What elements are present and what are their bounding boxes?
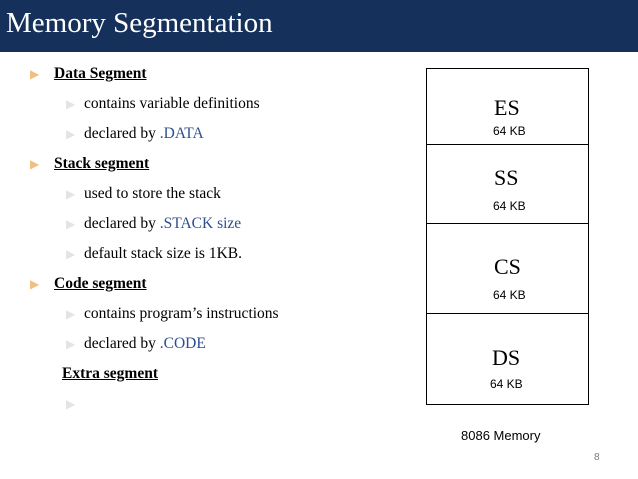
- stack-segment-heading: Stack segment: [54, 155, 150, 172]
- bullet-code-segment-instructions: [66, 304, 279, 324]
- bullet-extra-segment: [62, 364, 158, 384]
- keyword-stack: .STACK size: [159, 215, 242, 232]
- bullet-text: contains program’s instructions: [84, 305, 279, 322]
- segment-size: 64 KB: [493, 199, 526, 213]
- triangle-right-icon: ▶: [30, 277, 40, 291]
- bullet-text: default stack size is 1KB.: [84, 245, 242, 262]
- keyword-data: .DATA: [159, 125, 204, 142]
- segment-size: 64 KB: [493, 124, 526, 138]
- bullet-text: declared by: [84, 125, 160, 142]
- bullet-code-segment: [30, 274, 147, 294]
- memory-caption: 8086 Memory: [461, 428, 541, 443]
- triangle-right-icon: ▶: [30, 157, 40, 171]
- segment-name: ES: [494, 95, 520, 120]
- bullet-stack-segment-default: [66, 244, 242, 264]
- slide-title: Memory Segmentation: [6, 7, 273, 39]
- bullet-text: used to store the stack: [84, 185, 221, 202]
- triangle-right-icon: ▶: [66, 97, 76, 111]
- segment-name: SS: [494, 165, 519, 190]
- page-number: 8: [594, 452, 600, 463]
- bullet-data-segment-definitions: [66, 94, 260, 114]
- segment-name: DS: [492, 345, 521, 370]
- triangle-right-icon: ▶: [66, 397, 76, 411]
- bullet-text: declared by: [84, 335, 160, 352]
- triangle-right-icon: ▶: [66, 247, 76, 261]
- bullet-code-segment-declared: [66, 334, 206, 354]
- bullet-stack-segment: [30, 154, 150, 174]
- triangle-right-icon: ▶: [66, 337, 76, 351]
- bullet-data-segment: [30, 64, 147, 84]
- extra-segment-heading: Extra segment: [62, 365, 158, 382]
- bullet-stack-segment-store: [66, 184, 221, 204]
- data-segment-heading: Data Segment: [54, 65, 147, 82]
- bullet-stack-segment-declared: [66, 214, 242, 234]
- code-segment-heading: Code segment: [54, 275, 147, 292]
- bullet-data-segment-declared: [66, 124, 204, 144]
- memory-segment-cs: [426, 223, 589, 313]
- triangle-right-icon: ▶: [30, 67, 40, 81]
- bullet-text: contains variable definitions: [84, 95, 260, 112]
- triangle-right-icon: ▶: [66, 187, 76, 201]
- bullet-text: declared by: [84, 215, 160, 232]
- triangle-right-icon: ▶: [66, 307, 76, 321]
- triangle-right-icon: ▶: [66, 127, 76, 141]
- segment-size: 64 KB: [493, 288, 526, 302]
- memory-segment-es: [426, 68, 589, 144]
- segment-name: CS: [494, 254, 521, 279]
- triangle-right-icon: ▶: [66, 217, 76, 231]
- memory-segment-ss: [426, 144, 589, 223]
- keyword-code: .CODE: [159, 335, 206, 352]
- segment-size: 64 KB: [490, 377, 523, 391]
- title-bar: [0, 0, 638, 52]
- memory-segment-ds: [426, 313, 589, 405]
